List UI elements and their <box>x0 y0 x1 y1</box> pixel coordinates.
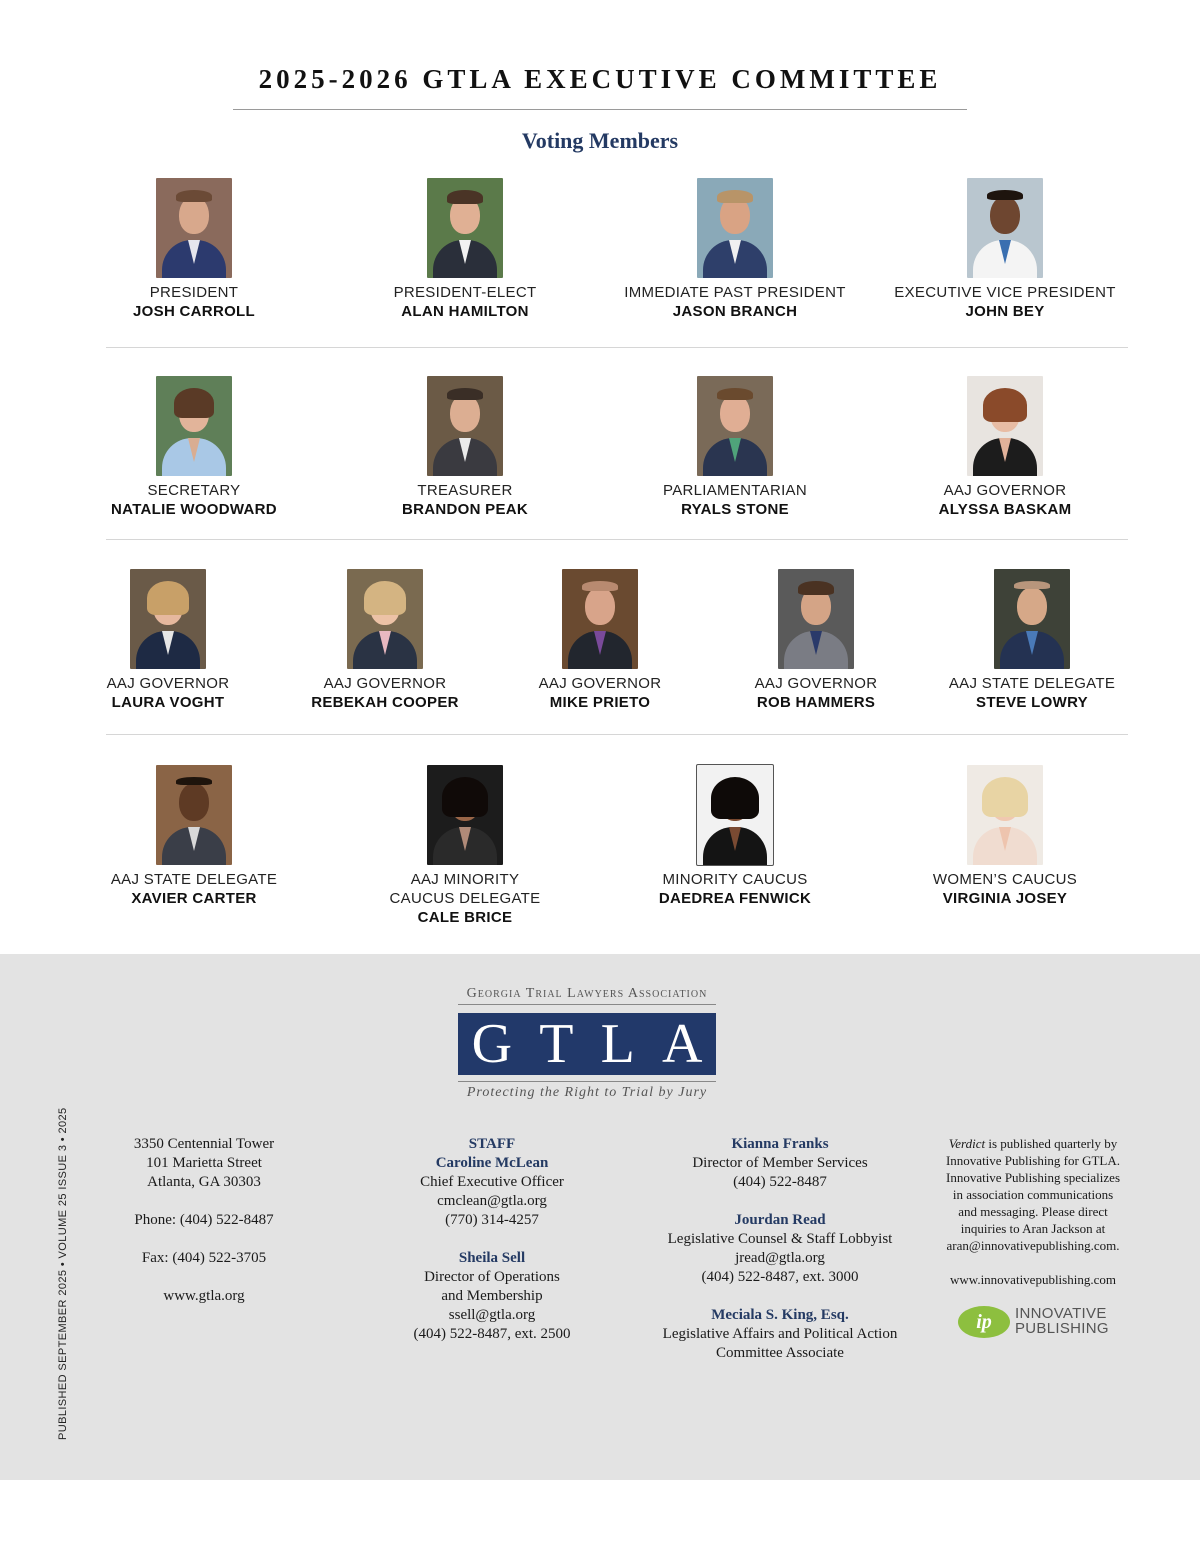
member-name: ALYSSA BASKAM <box>938 501 1072 518</box>
website-link[interactable]: www.gtla.org <box>163 1288 245 1304</box>
staff-column-2 <box>645 1135 915 1363</box>
logo-org-name: Georgia Trial Lawyers Association <box>458 986 716 1005</box>
member-name: ALAN HAMILTON <box>401 303 529 320</box>
member-name: BRANDON PEAK <box>401 501 529 518</box>
staff-title: Director of Member Services <box>692 1155 868 1171</box>
title-rule <box>233 109 967 110</box>
staff-phone: (404) 522-8487, ext. 3000 <box>701 1269 859 1285</box>
section-heading: Voting Members <box>521 128 679 153</box>
member-photo <box>427 765 503 865</box>
member-name: CALE BRICE <box>417 909 513 926</box>
publisher-text-line: Innovative Publishing for GTLA. <box>945 1153 1121 1168</box>
address-block <box>104 1135 304 1306</box>
member-role: PRESIDENT-ELECT <box>393 284 537 301</box>
staff-name: Meciala S. King, Esq. <box>711 1307 849 1323</box>
staff-title: Legislative Counsel & Staff Lobbyist <box>667 1231 893 1247</box>
member-role: MINORITY CAUCUS <box>662 871 808 888</box>
member-photo <box>967 376 1043 476</box>
member-photo <box>967 178 1043 278</box>
fax-text: Fax: (404) 522-3705 <box>141 1250 267 1266</box>
innovative-publishing-logo <box>958 1304 1118 1340</box>
member-role: AAJ GOVERNOR <box>754 675 878 692</box>
phone-text: Phone: (404) 522-8487 <box>134 1212 274 1228</box>
publisher-text-line: in association communications <box>952 1187 1114 1202</box>
member-role: AAJ STATE DELEGATE <box>110 871 278 888</box>
member-photo <box>697 376 773 476</box>
member-role: EXECUTIVE VICE PRESIDENT <box>894 284 1116 301</box>
member-card <box>64 178 324 321</box>
staff-email[interactable]: jread@gtla.org <box>735 1250 825 1266</box>
row-divider <box>106 347 1128 348</box>
member-card <box>335 765 595 927</box>
gtla-logo <box>458 986 716 1101</box>
member-photo <box>156 765 232 865</box>
address-line: 101 Marietta Street <box>146 1155 262 1171</box>
logo-letters <box>458 1013 716 1075</box>
member-role: SECRETARY <box>147 482 241 499</box>
member-photo <box>562 569 638 669</box>
staff-name: Sheila Sell <box>458 1250 526 1266</box>
member-card <box>335 376 595 519</box>
member-photo <box>427 178 503 278</box>
member-photo <box>347 569 423 669</box>
ip-logo-text <box>1015 1306 1109 1336</box>
member-card <box>605 178 865 321</box>
member-name: NATALIE WOODWARD <box>111 501 277 518</box>
member-photo <box>156 178 232 278</box>
member-name: REBEKAH COOPER <box>311 694 459 711</box>
staff-heading: STAFF <box>468 1136 516 1152</box>
staff-phone: (404) 522-8487, ext. 2500 <box>413 1326 571 1342</box>
address-line: 3350 Centennial Tower <box>133 1136 275 1152</box>
staff-title: and Membership <box>441 1288 543 1304</box>
staff-name: Kianna Franks <box>731 1136 829 1152</box>
member-photo <box>130 569 206 669</box>
logo-letter: G <box>471 1013 513 1075</box>
member-role: AAJ STATE DELEGATE <box>948 675 1116 692</box>
member-name: LAURA VOGHT <box>111 694 225 711</box>
member-card <box>875 376 1135 519</box>
staff-email[interactable]: ssell@gtla.org <box>448 1307 536 1323</box>
staff-name: Caroline McLean <box>435 1155 549 1171</box>
member-name: JOHN BEY <box>965 303 1045 320</box>
member-name: JASON BRANCH <box>672 303 798 320</box>
member-photo <box>427 376 503 476</box>
ip-logo-mark: ip <box>958 1306 1010 1338</box>
member-card <box>605 765 865 908</box>
member-role: IMMEDIATE PAST PRESIDENT <box>624 284 846 301</box>
member-card <box>875 178 1135 321</box>
logo-letter: T <box>539 1013 574 1075</box>
publisher-block <box>930 1135 1136 1288</box>
page-title: 2025-2026 GTLA EXECUTIVE COMMITTEE <box>258 64 942 94</box>
ip-logo-line: INNOVATIVE <box>1015 1305 1107 1322</box>
member-photo <box>967 765 1043 865</box>
member-card <box>335 178 595 321</box>
member-role: AAJ MINORITY <box>410 871 520 888</box>
member-role: AAJ GOVERNOR <box>106 675 230 692</box>
member-card <box>64 376 324 519</box>
publisher-email[interactable]: aran@innovativepublishing.com. <box>946 1238 1120 1253</box>
logo-letter: A <box>661 1013 703 1075</box>
ip-logo-line: PUBLISHING <box>1015 1320 1109 1337</box>
staff-name: Jourdan Read <box>734 1212 826 1228</box>
member-role: AAJ GOVERNOR <box>538 675 662 692</box>
publisher-website[interactable]: www.innovativepublishing.com <box>950 1272 1116 1287</box>
member-name: RYALS STONE <box>681 501 789 518</box>
publisher-text-line: Innovative Publishing specializes <box>945 1170 1121 1185</box>
address-line: Atlanta, GA 30303 <box>147 1174 261 1190</box>
member-name: MIKE PRIETO <box>549 694 651 711</box>
member-role: TREASURER <box>417 482 513 499</box>
member-card <box>875 765 1135 908</box>
member-role: PRESIDENT <box>149 284 239 301</box>
publisher-text-line: and messaging. Please direct <box>958 1204 1108 1219</box>
logo-letter: L <box>600 1013 635 1075</box>
member-role: WOMEN’S CAUCUS <box>932 871 1078 888</box>
publisher-text-line: inquiries to Aran Jackson at <box>960 1221 1106 1236</box>
member-role: AAJ GOVERNOR <box>323 675 447 692</box>
staff-email[interactable]: cmclean@gtla.org <box>437 1193 547 1209</box>
member-name: STEVE LOWRY <box>976 694 1088 711</box>
row-divider <box>106 734 1128 735</box>
logo-tagline: Protecting the Right to Trial by Jury <box>458 1081 716 1101</box>
member-name: ROB HAMMERS <box>756 694 876 711</box>
staff-title: Legislative Affairs and Political Action <box>662 1326 898 1342</box>
row-divider <box>106 539 1128 540</box>
magazine-name: Verdict <box>948 1136 986 1151</box>
member-name: DAEDREA FENWICK <box>658 890 812 907</box>
staff-title: Committee Associate <box>716 1345 844 1361</box>
member-role: PARLIAMENTARIAN <box>663 482 807 499</box>
member-card <box>605 376 865 519</box>
member-name: JOSH CARROLL <box>133 303 255 320</box>
member-card <box>64 765 324 908</box>
member-photo <box>156 376 232 476</box>
publisher-text-line: is published quarterly by <box>985 1136 1118 1151</box>
member-photo <box>994 569 1070 669</box>
member-name: VIRGINIA JOSEY <box>942 890 1068 907</box>
staff-phone: (404) 522-8487 <box>733 1174 827 1190</box>
member-photo <box>778 569 854 669</box>
staff-phone: (770) 314-4257 <box>445 1212 539 1228</box>
publisher-text <box>930 1135 1136 1152</box>
staff-title: Chief Executive Officer <box>420 1174 564 1190</box>
member-role-line-2: CAUCUS DELEGATE <box>389 890 541 907</box>
staff-column-1 <box>382 1135 602 1344</box>
publication-info: PUBLISHED SEPTEMBER 2025 • VOLUME 25 ISSUE 3 • 2025 <box>57 1107 69 1440</box>
member-photo <box>697 765 773 865</box>
member-photo <box>697 178 773 278</box>
member-card <box>902 569 1162 712</box>
staff-title: Director of Operations <box>424 1269 560 1285</box>
member-role: AAJ GOVERNOR <box>943 482 1067 499</box>
member-name: XAVIER CARTER <box>131 890 257 907</box>
